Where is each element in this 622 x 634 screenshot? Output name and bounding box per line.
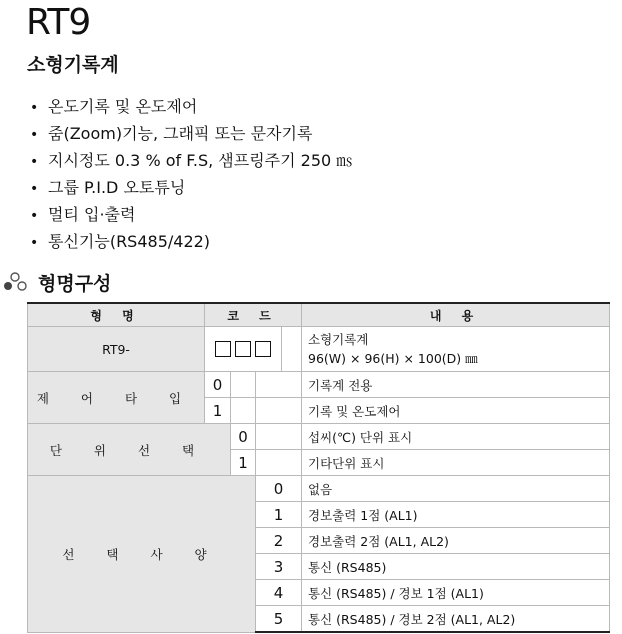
table-row: 1 기록 및 온도제어 [28, 398, 610, 424]
bullet-icon: • [30, 235, 39, 251]
bullet-icon: • [30, 181, 39, 197]
header-content: 내 용 [302, 303, 610, 327]
list-item: • 멀티 입·출력 [30, 201, 352, 228]
model-code-table [27, 302, 610, 633]
bullet-icon: • [30, 154, 39, 170]
table-header-row [28, 303, 610, 327]
table-row: 2 경보출력 2점 (AL1, AL2) [28, 528, 610, 554]
model-desc: 소형기록계 96(W) × 96(H) × 100(D) ㎜ [302, 327, 610, 372]
list-item: • 지시정도 0.3 % of F.S, 샘프링주기 250 ㎳ [30, 147, 352, 174]
model-name: RT9- [28, 327, 205, 372]
page-title: RT9 [26, 2, 91, 43]
code-boxes [205, 327, 282, 372]
page-subtitle: 소형기록계 [27, 54, 119, 76]
table-row: 단 위 선 택 0 섭씨(℃) 단위 표시 [28, 424, 610, 450]
code-box-icon [215, 341, 231, 357]
table-row [28, 327, 610, 372]
code-box-icon [235, 341, 251, 357]
table-row: 제 어 타 입 0 기록계 전용 [28, 372, 610, 398]
section-title: 형명구성 [38, 272, 112, 295]
header-code: 코 드 [205, 303, 302, 327]
control-type-label: 제 어 타 입 [28, 372, 205, 424]
table-row: 4 통신 (RS485) / 경보 1점 (AL1) [28, 580, 610, 606]
table-row: 1 기타단위 표시 [28, 450, 610, 476]
list-item: • 그룹 P.I.D 오토튜닝 [30, 174, 352, 201]
circles-icon [2, 271, 28, 293]
list-item: • 온도기록 및 온도제어 [30, 93, 352, 120]
list-item: • 통신기능(RS485/422) [30, 228, 352, 255]
table-row: 선 택 사 양 0 없음 [28, 476, 610, 502]
header-model: 형 명 [28, 303, 205, 327]
list-item: • 줌(Zoom)기능, 그래픽 또는 문자기록 [30, 120, 352, 147]
feature-list [30, 93, 352, 255]
section-header [2, 268, 111, 296]
bullet-icon: • [30, 127, 39, 143]
bullet-icon: • [30, 208, 39, 224]
unit-select-label: 단 위 선 택 [28, 424, 231, 476]
options-label: 선 택 사 양 [28, 476, 256, 633]
code-box-icon [255, 341, 271, 357]
table-row: 5 통신 (RS485) / 경보 2점 (AL1, AL2) [28, 606, 610, 633]
table-row: 1 경보출력 1점 (AL1) [28, 502, 610, 528]
table-row: 3 통신 (RS485) [28, 554, 610, 580]
bullet-icon: • [30, 100, 39, 116]
